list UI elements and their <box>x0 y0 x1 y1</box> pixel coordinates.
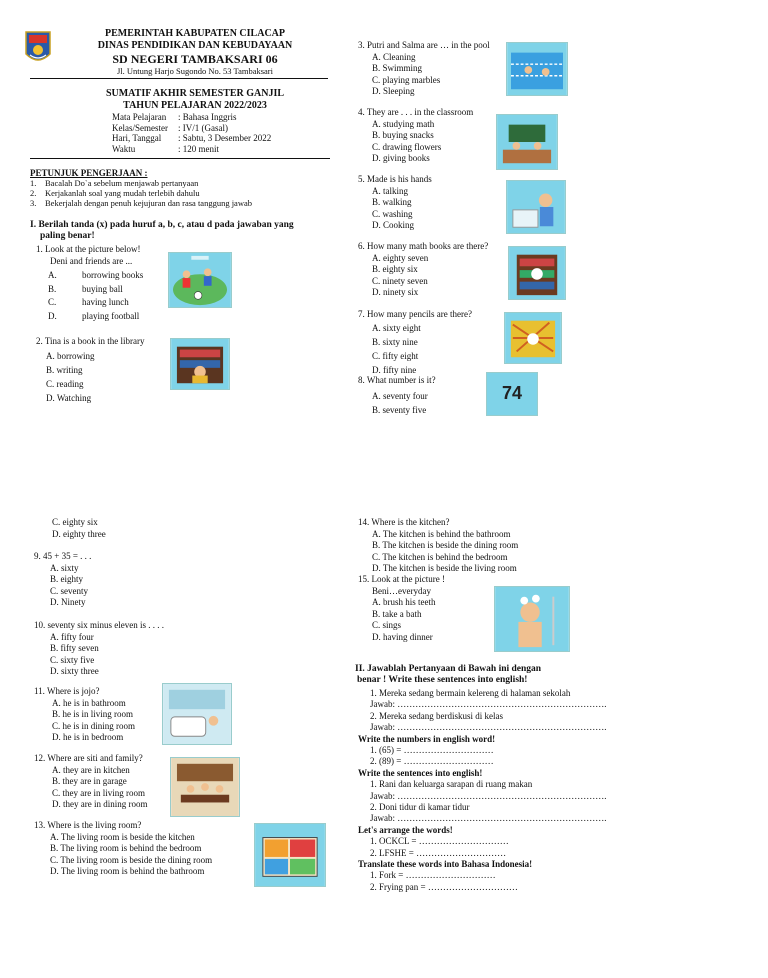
subsection-heading: Write the sentences into english! <box>358 767 483 778</box>
school-address: Jl. Untung Harjo Sugondo No. 53 Tambaksari <box>116 66 273 76</box>
exercise-item: 2. Doni tidur di kamar tidur <box>370 802 470 812</box>
math-books-shelf-image <box>508 246 566 300</box>
answer-line: Jawab: ……………………………………………………………. <box>370 813 607 824</box>
header-divider <box>30 78 328 79</box>
question-13: 13. Where is the living room? A. The living room is beside the kitchen B. The living room is behind the bedroom C. The living room is beside the dining room D. The living room is behind the bathroom <box>34 820 213 876</box>
gov-title: PEMERINTAH KABUPATEN CILACAP <box>104 28 285 39</box>
answer-line: Jawab: ……………………………………………………………. <box>370 699 607 710</box>
girl-reading-library-image <box>170 338 230 390</box>
answer-line: Jawab: ……………………………………………………………. <box>370 790 607 801</box>
question-3: 3. Putri and Salma are … in the pool A. Cleaning B. Swimming C. playing marbles D. Sleeping <box>358 40 490 96</box>
question-2: 2. Tina is a book in the library A. borrowing B. writing C. reading D. Watching <box>36 336 145 403</box>
exercise-item: 1. Rani dan keluarga sarapan di ruang makan <box>370 779 533 790</box>
exam-year: TAHUN PELAJARAN 2022/2023 <box>123 100 267 111</box>
classroom-image <box>496 114 558 170</box>
answer-line: Jawab: ……………………………………………………………. <box>370 722 607 733</box>
boy-taking-bath-image <box>494 586 570 652</box>
question-12: 12. Where are siti and family? A. they are in kitchen B. they are in garage C. they are in living room D. they are in dining room <box>34 753 148 809</box>
swimming-pool-image <box>506 42 568 96</box>
instructions-list: 1. Bacalah Do`a sebelum menjawab pertanyaan 2. Kerjakanlah soal yang mudah terlebih dahulu 3. Bekerjalah dengan penuh kejujuran dan rasa tanggung jawab <box>30 178 252 208</box>
subsection-heading: Translate these words into Bahasa Indonesia! <box>358 859 533 869</box>
question-11: 11. Where is jojo? A. he is in bathroom B. he is in living room C. he is in dining room D. he is in bedroom <box>34 686 135 742</box>
boy-washing-hands-image <box>506 180 566 234</box>
subsection-heading: Write the numbers in english word! <box>358 733 496 744</box>
section1-title: I. Berilah tanda (x) pada huruf a, b, c, atau d pada jawaban yang paling benar! <box>30 220 294 242</box>
number-card-image: 74 <box>486 372 538 416</box>
exam-info: Mata Pelajaran : Bahasa Inggris Kelas/Semester : IV/1 (Gasal) Hari, Tanggal : Sabtu, 3 Desember 2022 Waktu : 120 menit <box>112 112 272 154</box>
family-dining-image <box>170 757 240 817</box>
question-10: 10. seventy six minus eleven is . . . . A. fifty four B. fifty seven C. sixty five D. sixty three <box>34 620 164 676</box>
question-9: 9. 45 + 35 = . . . A. sixty B. eighty C. seventy D. Ninety <box>34 551 92 607</box>
question-8-continued: C. eighty six D. eighty three <box>52 517 106 539</box>
exercise-item: 2. Frying pan = ………………………… <box>370 881 518 892</box>
question-8: 8. What number is it? A. seventy four B. seventy five <box>358 375 436 415</box>
question-15: 15. Look at the picture ! Beni…everyday A. brush his teeth B. take a bath C. sings D. having dinner <box>358 574 445 642</box>
house-floor-plan-image <box>254 823 326 887</box>
exercise-item: 2. (89) = ………………………… <box>370 756 494 767</box>
subsection-heading: Let's arrange the words! <box>358 824 453 835</box>
question-6: 6. How many math books are there? A. eighty seven B. eighty six C. ninety seven D. ninety six <box>358 241 489 297</box>
question-4: 4. They are . . . in the classroom A. studying math B. buying snacks C. drawing flowers D. giving books <box>358 107 474 163</box>
kids-playing-football-image <box>168 252 232 308</box>
question-7: 7. How many pencils are there? A. sixty eight B. sixty nine C. fifty eight D. fifty nine <box>358 309 472 375</box>
exercise-item: 2. Mereka sedang berdiskusi di kelas <box>370 710 503 721</box>
section2-title: II. Jawablah Pertanyaan di Bawah ini dengan benar ! Write these sentences into english! <box>355 664 542 686</box>
exercise-item: 2. LFSHE = ………………………… <box>370 847 507 858</box>
question-5: 5. Made is his hands A. talking B. walking C. washing D. Cooking <box>358 174 432 230</box>
question-14: 14. Where is the kitchen? A. The kitchen is behind the bathroom B. The kitchen is beside the dining room C. The kitchen is behind the bedroom D. The kitchen is beside the living room <box>358 517 519 573</box>
cilacap-emblem-logo <box>24 28 52 66</box>
instructions-title: PETUNJUK PENGERJAAN : <box>30 168 148 178</box>
exam-title: SUMATIF AKHIR SEMESTER GANJIL <box>105 88 285 99</box>
pencils-image <box>504 312 562 364</box>
info-divider <box>30 158 330 159</box>
dept-title: DINAS PENDIDIKAN DAN KEBUDAYAAN <box>97 40 293 51</box>
exercise-item: 1. OCKCL = ………………………… <box>370 836 509 847</box>
question-1: 1. Look at the picture below! Deni and friends are ... A. borrowing books B. buying ball C. having lunch D. playing football <box>36 244 144 321</box>
exercise-item: 1. Fork = ………………………… <box>370 870 496 881</box>
exercise-item: 1. (65) = ………………………… <box>370 745 494 755</box>
school-name: SD NEGERI TAMBAKSARI 06 <box>112 52 278 66</box>
bathroom-image <box>162 683 232 745</box>
exercise-item: 1. Mereka sedang bermain kelereng di halaman sekolah <box>370 688 571 698</box>
